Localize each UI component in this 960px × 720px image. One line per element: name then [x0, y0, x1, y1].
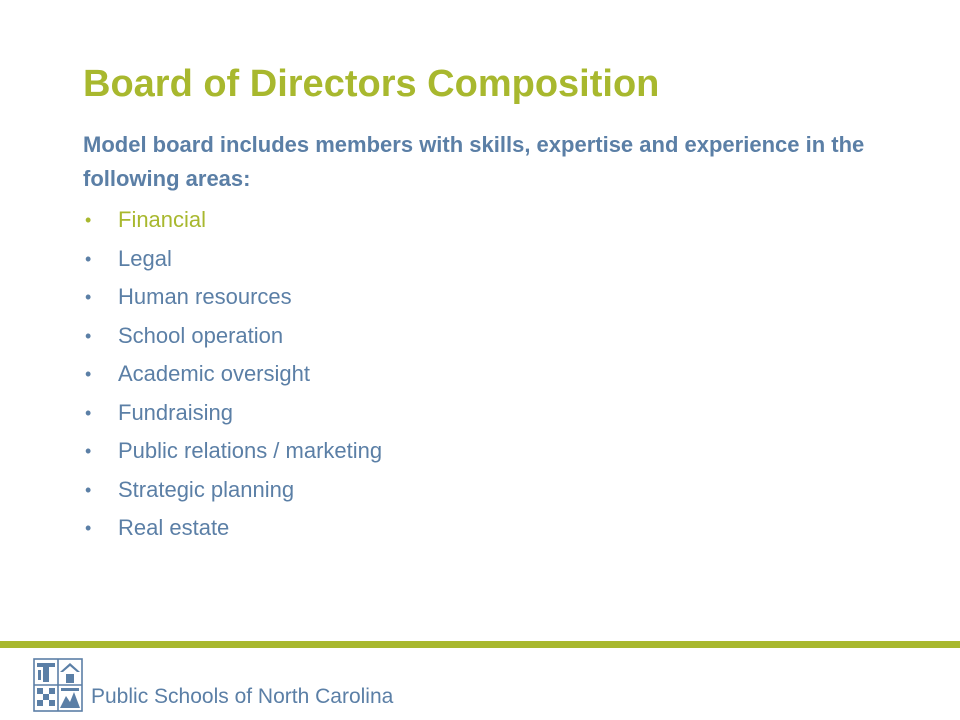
list-item-label: Fundraising: [118, 399, 233, 425]
list-item-label: Financial: [118, 207, 207, 232]
list-item: [85, 509, 382, 548]
bullet-icon: •: [85, 479, 92, 500]
list-item-label: Legal: [118, 245, 172, 271]
list-item: [85, 317, 382, 356]
bullet-icon: •: [85, 287, 92, 307]
footer-divider: [0, 641, 960, 648]
nc-schools-logo-icon: [33, 658, 83, 712]
list-item: [85, 240, 382, 279]
list-item: [85, 278, 382, 317]
bullet-icon: •: [85, 210, 92, 230]
list-item-label: Human resources: [118, 284, 292, 309]
bullet-icon: •: [85, 441, 92, 461]
list-item-label: Real estate: [118, 515, 230, 540]
intro-text: Model board includes members with skills, expertise and experience in the following areas:: [83, 132, 865, 191]
bullet-icon: •: [85, 248, 92, 269]
list-item: [85, 355, 382, 394]
bullet-icon: •: [85, 364, 92, 384]
organization-name: Public Schools of North Carolina: [91, 685, 394, 708]
list-item-label: School operation: [118, 322, 284, 348]
list-item-label: Strategic planning: [118, 476, 295, 502]
list-item-label: Public relations / marketing: [118, 438, 383, 463]
list-item: [85, 394, 382, 433]
list-item: [85, 201, 382, 240]
bullet-icon: •: [85, 518, 92, 538]
areas-list: [85, 201, 382, 548]
bullet-icon: •: [85, 325, 92, 346]
bullet-icon: •: [85, 402, 92, 423]
list-item-label: Academic oversight: [118, 361, 310, 386]
list-item: [85, 432, 382, 471]
list-item: [85, 471, 382, 510]
slide-title: Board of Directors Composition: [83, 63, 660, 105]
